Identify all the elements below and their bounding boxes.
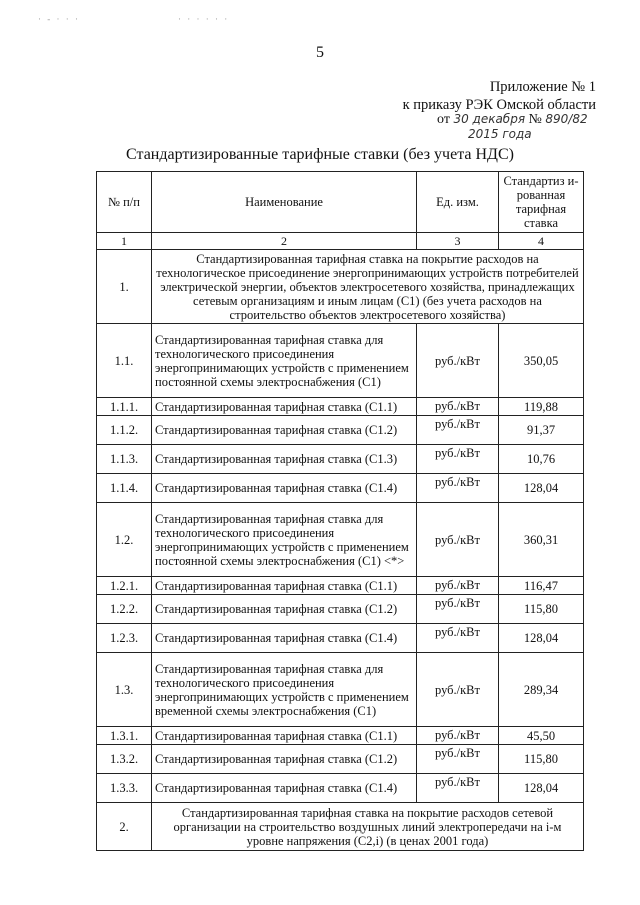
table-row: [97, 324, 584, 398]
table-row: [97, 474, 584, 503]
row-rate: 115,80: [499, 595, 584, 624]
row-name: Стандартизированная тарифная ставка на покрытие расходов на технологическое присоединение энергопринимающих устройств потребителей электрической энергии, объектов электросетевого хозяйства, принадлежащих сетевым организациям и иным лицам (С1) (без учета расходов на строительство объектов электросетевого хозяйства): [152, 250, 584, 324]
row-rate: 128,04: [499, 774, 584, 803]
table-row: [97, 445, 584, 474]
row-unit: руб./кВт: [417, 398, 499, 416]
row-number: 1.2.1.: [97, 577, 152, 595]
row-name: Стандартизированная тарифная ставка (С1.1): [152, 727, 417, 745]
row-name: Стандартизированная тарифная ставка (С1.2): [152, 745, 417, 774]
row-name: Стандартизированная тарифная ставка (С1.1): [152, 577, 417, 595]
row-number: 1.2.: [97, 503, 152, 577]
row-unit: руб./кВт: [417, 416, 499, 445]
header-name: Наименование: [152, 172, 417, 233]
header-unit: Ед. изм.: [417, 172, 499, 233]
row-number: 2.: [97, 803, 152, 851]
row-rate: 115,80: [499, 745, 584, 774]
row-unit: руб./кВт: [417, 577, 499, 595]
row-number: 1.1.3.: [97, 445, 152, 474]
handwritten-date: 30 декабря: [453, 112, 526, 126]
header-number: № п/п: [97, 172, 152, 233]
row-unit: руб./кВт: [417, 745, 499, 774]
row-number: 1.1.4.: [97, 474, 152, 503]
table-row: [97, 398, 584, 416]
handwritten-year: 2015 года: [468, 127, 532, 141]
row-number: 1.: [97, 250, 152, 324]
row-name: Стандартизированная тарифная ставка (С1.1): [152, 398, 417, 416]
from-label: от: [437, 112, 450, 127]
row-number: 1.1.: [97, 324, 152, 398]
table-row: [97, 653, 584, 727]
row-rate: 119,88: [499, 398, 584, 416]
row-unit: руб./кВт: [417, 445, 499, 474]
row-unit: руб./кВт: [417, 474, 499, 503]
row-unit: руб./кВт: [417, 503, 499, 577]
row-rate: 289,34: [499, 653, 584, 727]
table-row: [97, 803, 584, 851]
table-row: [97, 503, 584, 577]
row-number: 1.2.2.: [97, 595, 152, 624]
row-name: Стандартизированная тарифная ставка (С1.2): [152, 416, 417, 445]
scan-noise-left: · - · · ·: [38, 14, 80, 24]
row-unit: руб./кВт: [417, 324, 499, 398]
row-number: 1.3.2.: [97, 745, 152, 774]
row-unit: руб./кВт: [417, 595, 499, 624]
appendix-order-ref: к приказу РЭК Омской области: [402, 97, 596, 113]
row-unit: руб./кВт: [417, 653, 499, 727]
row-number: 1.3.: [97, 653, 152, 727]
row-name: Стандартизированная тарифная ставка (С1.4): [152, 624, 417, 653]
index-cell: 1: [97, 233, 152, 250]
row-unit: руб./кВт: [417, 624, 499, 653]
row-number: 1.2.3.: [97, 624, 152, 653]
index-cell: 3: [417, 233, 499, 250]
table-row: [97, 595, 584, 624]
row-unit: руб./кВт: [417, 774, 499, 803]
row-rate: 128,04: [499, 474, 584, 503]
table-row: [97, 624, 584, 653]
table-index-row: [97, 233, 584, 250]
row-name: Стандартизированная тарифная ставка на покрытие расходов сетевой организации на строительство воздушных линий электропередачи на i-м уровне напряжения (С2,i) (в ценах 2001 года): [152, 803, 584, 851]
row-number: 1.3.3.: [97, 774, 152, 803]
row-name: Стандартизированная тарифная ставка (С1.2): [152, 595, 417, 624]
row-name: Стандартизированная тарифная ставка для технологического присоединения энергопринимающих устройств с применением постоянной схемы электроснабжения (С1) <*>: [152, 503, 417, 577]
scan-noise-center: · · · · · ·: [178, 14, 230, 24]
row-number: 1.1.2.: [97, 416, 152, 445]
row-rate: 350,05: [499, 324, 584, 398]
index-cell: 2: [152, 233, 417, 250]
appendix-title: Приложение № 1: [489, 79, 596, 95]
header-rate: Стандартиз и-рованная тарифная ставка: [499, 172, 584, 233]
tariff-rates-table: [96, 171, 584, 851]
table-row: [97, 577, 584, 595]
row-name: Стандартизированная тарифная ставка для технологического присоединения энергопринимающих устройств с применением постоянной схемы электроснабжения (С1): [152, 324, 417, 398]
page-number: 5: [316, 44, 324, 61]
table-row: [97, 745, 584, 774]
row-name: Стандартизированная тарифная ставка (С1.4): [152, 474, 417, 503]
index-cell: 4: [499, 233, 584, 250]
table-header-row: [97, 172, 584, 233]
table-row: [97, 727, 584, 745]
row-number: 1.1.1.: [97, 398, 152, 416]
row-name: Стандартизированная тарифная ставка для технологического присоединения энергопринимающих устройств с применением временной схемы электроснабжения (С1): [152, 653, 417, 727]
table-row: [97, 774, 584, 803]
row-rate: 10,76: [499, 445, 584, 474]
appendix-heading: [403, 78, 596, 114]
row-name: Стандартизированная тарифная ставка (С1.3): [152, 445, 417, 474]
row-unit: руб./кВт: [417, 727, 499, 745]
row-rate: 116,47: [499, 577, 584, 595]
row-rate: 360,31: [499, 503, 584, 577]
order-date-line: [437, 112, 588, 128]
number-label: №: [528, 112, 542, 127]
document-title: Стандартизированные тарифные ставки (без учета НДС): [126, 146, 514, 163]
row-rate: 91,37: [499, 416, 584, 445]
row-rate: 45,50: [499, 727, 584, 745]
table-row: [97, 416, 584, 445]
row-number: 1.3.1.: [97, 727, 152, 745]
handwritten-number: 890/82: [545, 112, 588, 126]
row-name: Стандартизированная тарифная ставка (С1.4): [152, 774, 417, 803]
table-row: [97, 250, 584, 324]
row-rate: 128,04: [499, 624, 584, 653]
